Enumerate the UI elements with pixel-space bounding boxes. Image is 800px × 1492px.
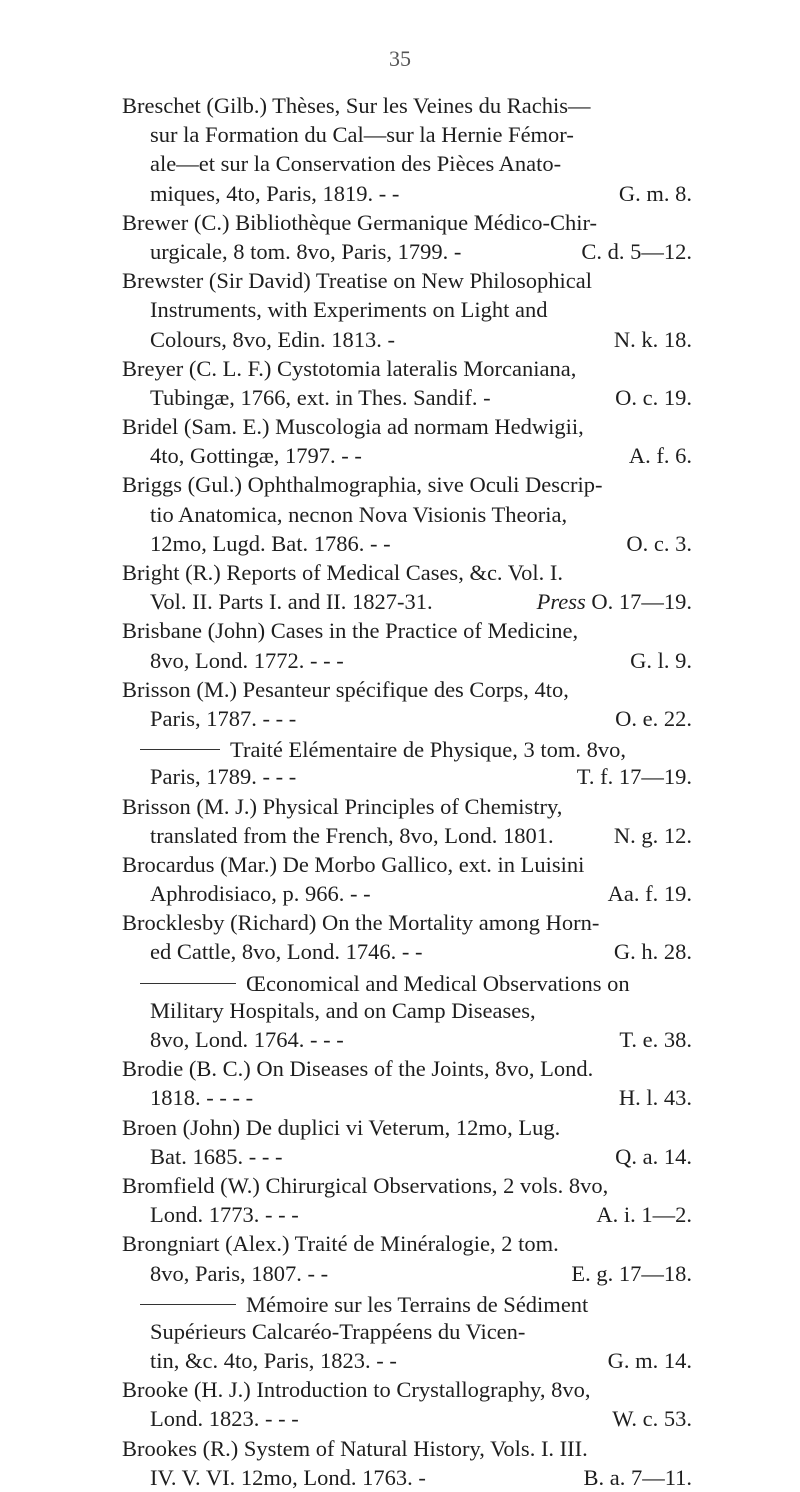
shelf-location (577, 762, 692, 791)
catalogue-line (122, 1375, 692, 1404)
entry-text: Broen (John) De duplici vi Veterum, 12mo, Lug. (122, 1114, 561, 1140)
shelf-location-value: T. f. 17—19. (576, 764, 692, 790)
catalogue-line (122, 1229, 692, 1258)
shelf-location-value: G. h. 28. (613, 939, 692, 965)
catalogue-line (122, 762, 692, 791)
catalogue-line (122, 1025, 692, 1054)
catalogue-line (122, 733, 692, 762)
entry-text: Brewster (Sir David) Treatise on New Philosophical (122, 268, 592, 294)
shelf-location (608, 879, 692, 908)
entry-text: 4to, Gottingæ, 1797. - - (150, 443, 362, 469)
entry-text: 12mo, Lugd. Bat. 1786. - - (150, 530, 391, 556)
entry-text: Aphrodisiaco, p. 966. - - (150, 881, 371, 907)
catalogue-line (122, 646, 692, 675)
shelf-location (571, 1259, 692, 1288)
entry-text: 8vo, Paris, 1807. - - (150, 1260, 329, 1286)
catalogue-line (122, 179, 692, 208)
shelf-location-value: G. l. 9. (630, 647, 692, 673)
catalogue-line (122, 587, 692, 616)
entry-text: tin, &c. 4to, Paris, 1823. - - (150, 1348, 397, 1374)
entry-text: IV. V. VI. 12mo, Lond. 1763. - (150, 1464, 426, 1490)
catalogue-line (122, 908, 692, 937)
shelf-location-value: C. d. 5—12. (581, 238, 692, 264)
catalogue-line (122, 792, 692, 821)
catalogue-line (122, 675, 692, 704)
shelf-location (583, 1463, 692, 1492)
catalogue-line (122, 937, 692, 966)
shelf-location-value: W. c. 53. (612, 1406, 692, 1432)
catalogue-line (122, 1404, 692, 1433)
entry-text: Tubingæ, 1766, ext. in Thes. Sandif. - (150, 384, 491, 410)
catalogue-line (122, 1288, 692, 1317)
catalogue-line (122, 237, 692, 266)
shelf-location-value: A. i. 1—2. (596, 1202, 692, 1228)
entry-text: Instruments, with Experiments on Light and (150, 297, 548, 323)
entry-text: 8vo, Lond. 1764. - - - (150, 1027, 344, 1052)
catalogue-line (122, 1317, 692, 1346)
catalogue-line (122, 470, 692, 499)
catalogue-line (122, 616, 692, 645)
entry-text: Breyer (C. L. F.) Cystotomia lateralis Morcaniana, (122, 355, 577, 381)
shelf-location-value: N. g. 12. (613, 822, 692, 848)
shelf-location (608, 1346, 692, 1375)
catalogue-line (122, 354, 692, 383)
catalogue-line (122, 500, 692, 529)
shelf-location (596, 1200, 692, 1229)
page-number: 35 (389, 46, 411, 71)
entry-text: ale—et sur la Conservation des Pièces Anato- (150, 151, 562, 177)
entry-text: tio Anatomica, necnon Nova Visionis Theoria, (150, 501, 568, 527)
entry-text: Bridel (Sam. E.) Muscologia ad normam Hedwigii, (122, 414, 584, 440)
catalogue-line (122, 1346, 692, 1375)
shelf-location-value: O. 17—19. (591, 589, 692, 615)
entry-text: Military Hospitals, and on Camp Diseases, (150, 997, 536, 1023)
shelf-location (614, 821, 692, 850)
shelf-location (581, 237, 692, 266)
catalogue-line (122, 441, 692, 470)
shelf-location (612, 1404, 692, 1433)
catalogue-line (122, 704, 692, 733)
catalogue-line (122, 1054, 692, 1083)
shelf-location (615, 383, 692, 412)
catalogue-line (122, 412, 692, 441)
entry-text: Lond. 1823. - - - (150, 1406, 299, 1432)
shelf-location-value: B. a. 7—11. (583, 1464, 692, 1490)
entry-text: Brookes (R.) System of Natural History, Vols. I. III. (122, 1435, 588, 1461)
catalogue-line (122, 996, 692, 1025)
shelf-location-value: A. f. 6. (628, 443, 692, 469)
entry-text: Breschet (Gilb.) Thèses, Sur les Veines du Rachis— (122, 93, 591, 118)
catalogue-line (122, 208, 692, 237)
entry-text: 1818. - - - - (150, 1085, 254, 1111)
entry-text: Brisson (M.) Pesanteur spécifique des Corps, 4to, (122, 676, 569, 702)
entry-text: Paris, 1787. - - - (150, 705, 297, 731)
catalogue-line (122, 1171, 692, 1200)
catalogue-line (122, 1142, 692, 1171)
catalogue-line (122, 383, 692, 412)
catalogue-line (122, 1259, 692, 1288)
entry-text: Supérieurs Calcaréo-Trappéens du Vicen- (150, 1318, 526, 1344)
catalogue-line (122, 529, 692, 558)
shelf-location (629, 441, 692, 470)
entry-text: ed Cattle, 8vo, Lond. 1746. - - (150, 939, 423, 965)
catalogue-line (122, 879, 692, 908)
catalogue-line (122, 1200, 692, 1229)
entry-text: Bromfield (W.) Chirurgical Observations, 2 vols. 8vo, (122, 1172, 609, 1198)
catalogue-line (122, 850, 692, 879)
shelf-location-value: Aa. f. 19. (607, 881, 692, 907)
catalogue-line (122, 821, 692, 850)
shelf-location (619, 1083, 692, 1112)
shelf-location-value: N. k. 18. (613, 326, 692, 352)
ditto-dash (140, 749, 220, 750)
shelf-location-value: O. e. 22. (615, 705, 692, 731)
entry-text: Paris, 1789. - - - (150, 764, 297, 790)
entry-text: Briggs (Gul.) Ophthalmographia, sive Oculi Descrip- (122, 472, 603, 498)
entry-text: Brisbane (John) Cases in the Practice of Medicine, (122, 618, 579, 644)
entry-text: Traité Elémentaire de Physique, 3 tom. 8vo, (230, 737, 626, 763)
shelf-location-value: E. g. 17—18. (571, 1260, 692, 1286)
shelf-location-value: H. l. 43. (618, 1085, 692, 1111)
shelf-location-value: G. m. 14. (607, 1348, 692, 1374)
entry-text: Brocklesby (Richard) On the Mortality among Horn- (122, 910, 600, 936)
shelf-location (626, 529, 692, 558)
shelf-location-value: O. c. 3. (626, 530, 692, 556)
ditto-dash (140, 983, 236, 984)
catalogue-line (122, 558, 692, 587)
entry-text: Brooke (H. J.) Introduction to Crystallography, 8vo, (122, 1377, 591, 1403)
shelf-location (615, 704, 692, 733)
catalogue-line (122, 1463, 692, 1492)
entry-text: Vol. II. Parts I. and II. 1827-31. (150, 589, 433, 615)
catalogue-line (122, 266, 692, 295)
shelf-location-value: Q. a. 14. (615, 1143, 692, 1169)
catalogue-line (122, 120, 692, 149)
entry-text: urgicale, 8 tom. 8vo, Paris, 1799. - (150, 238, 462, 264)
catalogue-line (122, 149, 692, 178)
catalogue-line (122, 1113, 692, 1142)
catalogue-line (122, 295, 692, 324)
entry-text: Œconomical and Medical Observations on (246, 970, 630, 996)
shelf-location (619, 1025, 692, 1054)
entry-text: Lond. 1773. - - - (150, 1202, 299, 1228)
catalogue-line (122, 91, 692, 120)
shelf-location (630, 646, 692, 675)
entry-text: sur la Formation du Cal—sur la Hernie Fémor- (150, 122, 574, 148)
shelf-location (537, 587, 692, 616)
entry-text: translated from the French, 8vo, Lond. 1801. (150, 822, 554, 848)
ditto-dash (140, 1304, 236, 1305)
catalogue-entries (122, 91, 692, 1492)
entry-text: miques, 4to, Paris, 1819. - - (150, 180, 400, 206)
entry-text: Brewer (C.) Bibliothèque Germanique Médico-Chir- (122, 209, 598, 235)
entry-text: Brocardus (Mar.) De Morbo Gallico, ext. in Luisini (122, 851, 585, 877)
shelf-location (615, 1142, 692, 1171)
entry-text: Brodie (B. C.) On Diseases of the Joints, 8vo, Lond. (122, 1056, 594, 1082)
shelf-location-value: G. m. 8. (618, 180, 692, 206)
catalogue-line (122, 1434, 692, 1463)
press-mark: Press (536, 589, 586, 615)
entry-text: Mémoire sur les Terrains de Sédiment (246, 1291, 589, 1317)
shelf-location (619, 179, 692, 208)
entry-text: Bright (R.) Reports of Medical Cases, &c. Vol. I. (122, 560, 563, 585)
entry-text: 8vo, Lond. 1772. - - - (150, 647, 344, 673)
shelf-location-value: T. e. 38. (619, 1027, 692, 1052)
entry-text: Brisson (M. J.) Physical Principles of Chemistry, (122, 793, 563, 819)
catalogue-line (122, 325, 692, 354)
entry-text: Brongniart (Alex.) Traité de Minéralogie, 2 tom. (122, 1231, 559, 1257)
shelf-location (614, 937, 692, 966)
entry-text: Bat. 1685. - - - (150, 1143, 283, 1169)
entry-text: Colours, 8vo, Edin. 1813. - (150, 326, 395, 352)
catalogue-line (122, 1083, 692, 1112)
catalogue-line (122, 967, 692, 996)
shelf-location (614, 325, 692, 354)
shelf-location-value: O. c. 19. (615, 384, 692, 410)
